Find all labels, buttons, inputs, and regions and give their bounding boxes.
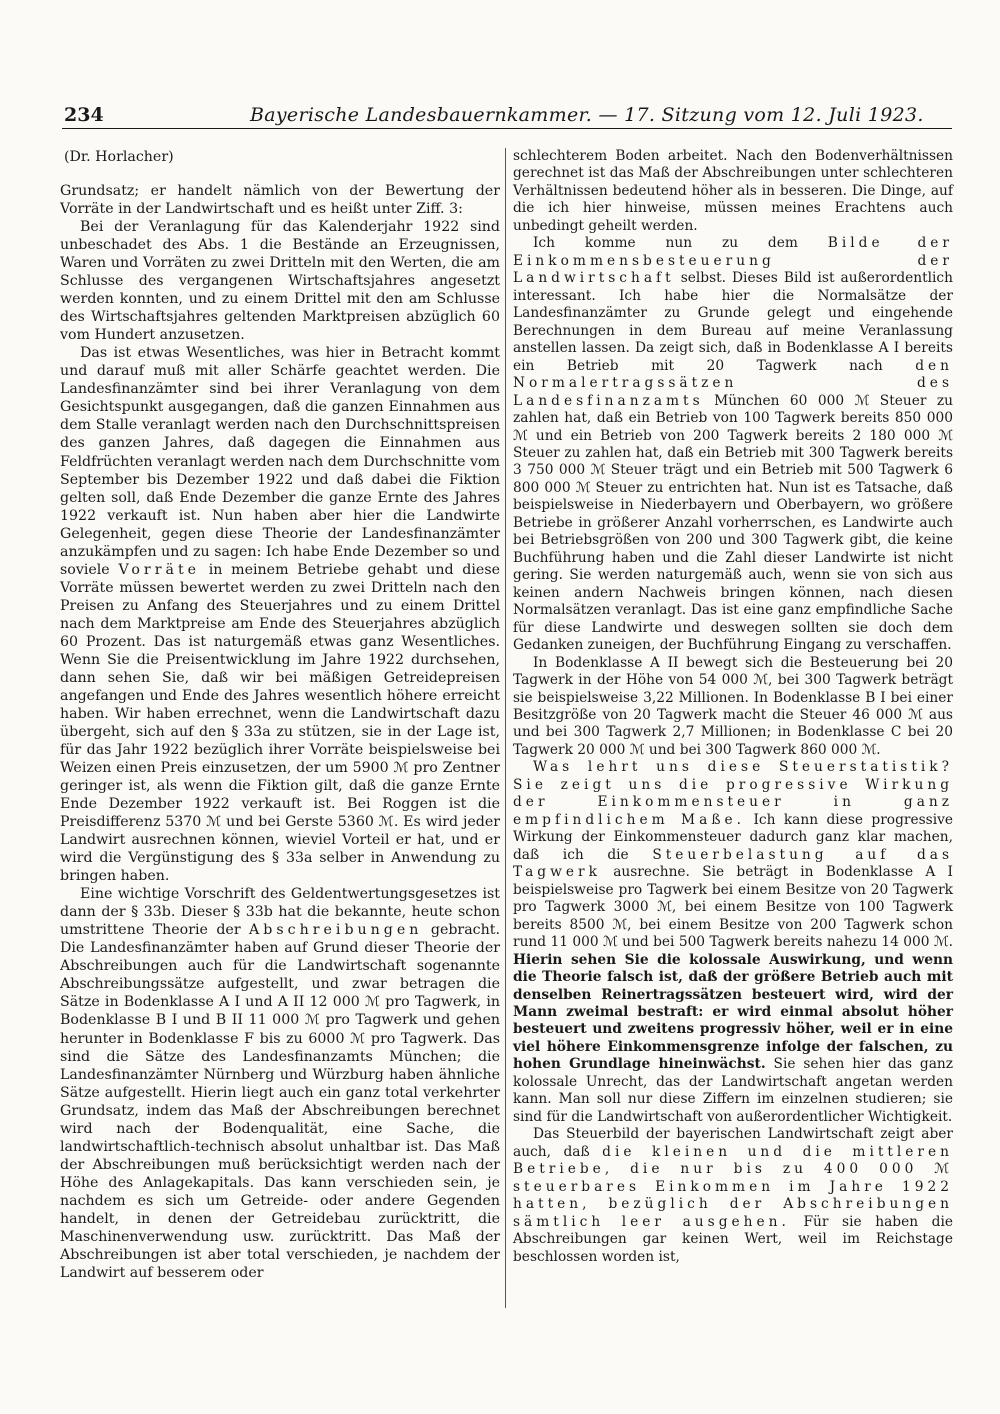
emphasis-spaced: Bilde der Einkommensbesteuerung der Landwirtschaft bbox=[513, 235, 953, 287]
paragraph: schlechterem Boden arbeitet. Nach den Bodenverhältnissen gerechnet ist das Maß der Abschreibungen unter schlechteren Verhältnissen bedeutend höher als in besseren. Die Dinge, auf die ich hier hinweise, müssen meines Erachtens auch unbedingt geheilt werden. bbox=[513, 148, 953, 234]
text-run: Sie sehen hier das ganz kolossale Unrecht, das der Landwirtschaft angetan werden kann. Man soll nur diese Ziffern im einzelnen studieren; sie sind für die Landwirtschaft von außerordentlicher Wichtigkeit. bbox=[513, 1056, 953, 1125]
column-right bbox=[513, 148, 953, 1266]
text-run: selbst. Dieses Bild ist außerordentlich interessant. Ich habe hier die Normalsätze der Landesfinanzämter zu Grunde gelegt und eingehende Berechnungen in dem Bureau auf meine Veranlassung anstellen lassen. Da zeigt sich, daß in Bodenklasse A I bereits ein Betrieb mit 20 Tagwerk bbox=[513, 270, 953, 374]
quoted-paragraph: Bei der Veranlagung für das Kalenderjahr 1922 sind unbeschadet des Abs. 1 die Bestände an Erzeugnissen, Waren und Vorräten zu zwei Dritteln mit den Werten, die am Schlusse des vergangenen Wirtschaftsjahres angesetzt werden konnten, und zu einem Drittel mit den am Schlusse des Wirtschaftsjahres geltenden Marktpreisen abzüglich 60 vom Hundert anzusetzen. bbox=[60, 219, 500, 344]
paragraph: In Bodenklasse A II bewegt sich die Besteuerung bei 20 Tagwerk in der Höhe von 54 000 ℳ, bei 300 Tagwerk beträgt sie beispielsweise 3,22 Millionen. In Bodenklasse B I bei einer Besitzgröße von 20 Tagwerk macht die Steuer 46 000 ℳ aus und bei 300 Tagwerk 2,7 Millionen; in Bodenklasse C bei 20 Tagwerk 20 000 ℳ und bei 300 Tagwerk 860 000 ℳ. bbox=[513, 654, 953, 758]
text-run: München 60 000 ℳ Steuer zu zahlen hat, daß ein Betrieb von 100 Tagwerk bereits 850 000 ℳ und ein Betrieb von 200 Tagwerk bereits 2 180 000 ℳ Steuer zu zahlen hat, daß ein Betrieb mit 300 Tagwerk bereits 3 750 000 ℳ Steuer trägt und ein Betrieb mit 500 Tagwerk 6 800 000 ℳ Steuer zu entrichten hat. Nun ist es Tatsache, daß beispielsweise in Niederbayern und Oberbayern, wo größere Betriebe in größerer Anzahl vorherrschen, es Landwirte auch bei Betriebsgrößen von 200 und 300 Tagwerk gibt, die keine Buchführung haben und die Zahl dieser Landwirte ist nicht gering. Sie werden naturgemäß auch, wenn sie von sich aus keinen andern Nachweis bringen können, nach diesen Normalsätzen veranlagt. Das ist eine ganz empfindliche Sache für diese Landwirte und deswegen sollten sie doch dem Gedanken zuneigen, der Buchführung Eingang zu verschaffen. bbox=[513, 392, 954, 654]
text-run: Für sie haben die Abschreibungen gar keinen Wert, weil im Reichstage beschlossen worden ist, bbox=[513, 1213, 953, 1265]
text-run: nach bbox=[849, 357, 883, 374]
paragraph bbox=[513, 759, 953, 1126]
text-run: Ich kann diese progressive Wirkung der Einkommensteuer dadurch ganz klar machen, daß ich die bbox=[513, 811, 953, 863]
text-run: gebracht. Die Landesfinanzämter haben auf Grund dieser Theorie der Abschreibungen auch für die Landwirtschaft sogenannte Abschreibungssätze aufgestellt, und zwar betragen die Sätze in Bodenklasse A I und A II 12 000 ℳ pro Tagwerk, in Bodenklasse B I und B II 11 000 ℳ pro Tagwerk und gehen herunter in Bodenklasse F bis zu 6000 ℳ pro Tagwerk. Das sind die Sätze des Landesfinanzamts München; die Landesfinanzämter Nürnberg und Würzburg haben ähnliche Sätze aufgestellt. Hierin liegt auch ein ganz total verkehrter Grundsatz, indem das Maß der Abschreibungen berechnet wird nach der Bodenqualität, eine Sache, die landwirtschaftlich-technisch absolut unhaltbar ist. Das Maß der Abschreibungen muß berücksichtigt werden nach der Höhe des Anlagekapitals. Das kann verschieden sein, je nachdem es sich um Getreide- oder andere Gegenden handelt, in denen der Getreidebau zurücktritt, die Maschinenverwendung usw. zurücktritt. Das Maß der Abschreibungen ist aber total verschieden, je nachdem der Landwirt auf besserem oder bbox=[60, 922, 500, 1281]
paragraph bbox=[513, 235, 953, 654]
page-number: 234 bbox=[64, 104, 104, 126]
paragraph bbox=[513, 1126, 953, 1266]
text-run: Eine wichtige Vorschrift des Geldentwertungsgesetzes ist dann der § 33b. Dieser § 33b hat die bekannte, heute schon umstrittene Theorie der bbox=[60, 886, 500, 939]
running-head: Bayerische Landesbauernkammer. — 17. Sitzung vom 12. Juli 1923. bbox=[250, 104, 924, 126]
emphasis-spaced: Abschreibungen bbox=[249, 922, 423, 939]
text-run: Das ist etwas Wesentliches, was hier in Betracht kommt und darauf muß mit aller Schärfe geachtet werden. Die Landesfinanzämter sind bei ihrer Veranlagung von dem Gesichtspunkt ausgegangen, daß die ganzen Einnahmen aus dem Stalle veranlagt werden nach den Durchschnittspreisen des ganzen Jahres, daß dagegen die Einnahmen aus Feldfrüchten veranlagt werden nach dem Durchschnitte vom September bis Dezember 1922 und daß dabei die Fiktion gelten soll, daß Ende Dezember die ganze Ernte des Jahres 1922 verkauft ist. Nun haben aber hier die Landwirte Gelegenheit, gegen diese Theorie der Landesfinanzämter anzukämpfen und zu sagen: Ich habe Ende Dezember so und soviele bbox=[60, 345, 500, 578]
emphasis-spaced: Was lehrt uns diese Steuerstatistik? Sie zeigt uns die progressive Wirkung der Einkommensteuer in ganz empfindlichem Maße. bbox=[513, 759, 953, 828]
text-run: Ich komme nun zu dem bbox=[533, 235, 798, 252]
speaker-note: (Dr. Horlacher) bbox=[64, 149, 174, 165]
header-rule bbox=[62, 128, 952, 129]
emphasis-spaced: den Normalertragssätzen des Landesfinanzamts bbox=[513, 357, 954, 409]
emphasis-spaced: Vorräte bbox=[118, 561, 201, 578]
paragraph bbox=[60, 344, 500, 885]
text-run: ausrechne. Sie beträgt in Bodenklasse A I beispielsweise pro Tagwerk bei einem Besitze von 20 Tagwerk pro Tagwerk 3000 ℳ, bei einem Besitze von 100 Tagwerk bereits 8500 ℳ, bei einem Besitze von 200 Tagwerk schon rund 11 000 ℳ und bei 500 Tagwerk bereits nahezu 14 000 ℳ. bbox=[513, 864, 953, 951]
emphasis-spaced: Steuerbelastung auf das Tagwerk bbox=[513, 846, 954, 881]
column-divider bbox=[505, 148, 506, 1308]
paragraph: Grundsatz; er handelt nämlich von der Bewertung der Vorräte in der Landwirtschaft und es heißt unter Ziff. 3: bbox=[60, 183, 500, 218]
column-left bbox=[60, 148, 500, 1282]
paragraph bbox=[60, 885, 500, 1282]
text-run: Das Steuerbild der bayerischen Landwirtschaft zeigt aber auch, daß bbox=[513, 1126, 953, 1160]
emphasis-bold: Hierin sehen Sie die kolossale Auswirkung, und wenn die Theorie falsch ist, daß der größere Betrieb auch mit denselben Reinertragssätzen besteuert wird, wird der Mann zweimal bestraft: er wird einmal absolut höher besteuert und zweitens progressiv höher, weil er in eine viel höhere Einkommensgrenze infolge der falschen, zu hohen Grundlage hineinwächst. bbox=[513, 951, 953, 1073]
text-run: in meinem Betriebe gehabt und diese Vorräte müssen bewertet werden zu zwei Dritteln nach den Preisen zu Anfang des Steuerjahres und zu einem Drittel nach dem Marktpreise am Ende des Steuerjahres abzüglich 60 Prozent. Das ist naturgemäß etwas ganz Wesentliches. Wenn Sie die Preisentwicklung im Jahre 1922 durchsehen, dann sehen Sie, daß wir bei mäßigen Getreidepreisen angefangen und Ende des Jahres wesentlich höhere erreicht haben. Wir haben errechnet, wenn die Landwirtschaft dazu übergeht, sich auf den § 33a zu stützen, sie in der Lage ist, für das Jahr 1922 bezüglich ihrer Vorräte beispielsweise bei Weizen einen Preis einzusetzen, der um 5900 ℳ pro Zentner geringer ist, als wenn die Fiktion gilt, daß die ganze Ernte Ende Dezember 1922 verkauft ist. Bei Roggen ist die Preisdifferenz 5370 ℳ und bei Gerste 5360 ℳ. Es wird jeder Landwirt ausrechnen können, wieviel Vorteil er hat, und er wird die Vergünstigung des § 33a selber in Anwendung zu bringen haben. bbox=[60, 561, 500, 885]
emphasis-spaced: die kleinen und die mittleren Betriebe, die nur bis zu 400 000 ℳ steuerbares Einkommen im Jahre 1922 hatten, bezüglich der Abschreibungen sämtlich leer ausgehen. bbox=[513, 1143, 953, 1230]
